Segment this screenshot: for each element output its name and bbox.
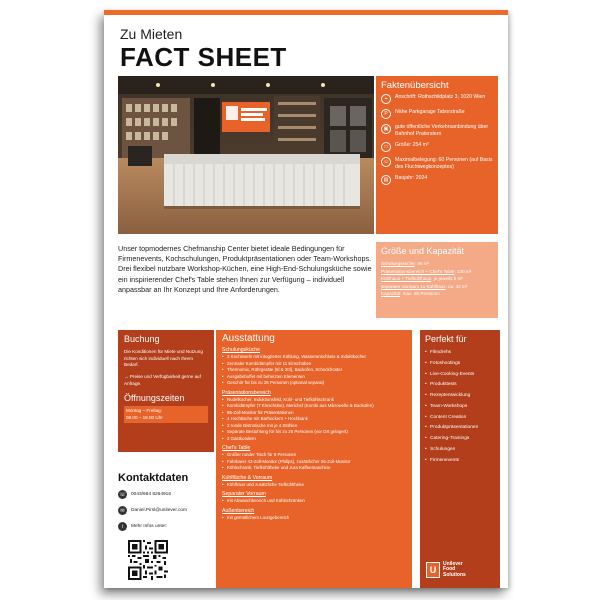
size-row-label: Schulungsküche	[381, 261, 415, 266]
size-row-value: : max. 60 Personen	[400, 291, 440, 297]
info-icon: i	[118, 522, 127, 531]
fact-item	[381, 109, 493, 119]
contact-more-row	[118, 522, 214, 531]
perfect-for-list	[425, 348, 495, 466]
kitchen-photo-illustration	[118, 76, 374, 234]
fact-item	[381, 142, 493, 152]
size-row-value: : 130 m²	[454, 268, 472, 274]
equipment-item: • 3 Kochinseln mit integrierter Kühlung, Wasseranschluss & Induktkocher	[222, 354, 406, 361]
equipment-section-heading: Kühlfläche & Vorraum	[222, 474, 273, 481]
booking-price-note: → Preise und Verfügbarkeit gerne auf Anfrage.	[124, 373, 201, 386]
contact-title: Kontaktdaten	[118, 472, 189, 484]
fact-text: Maximalbelegung: 60 Personen (auf Basis des Fluchtwegkonzeptes)	[395, 157, 493, 170]
opening-hours-box	[124, 406, 208, 423]
equipment-item: • Kühlschrank, Tiefkühltheke und Jura Kaffeemaschine	[222, 465, 406, 472]
size-row-value: : ca. 42 m²	[445, 283, 468, 289]
perfect-for-item: • Firmenevents	[425, 456, 495, 467]
opening-hours-title: Öffnungszeiten	[124, 393, 185, 404]
size-capacity-panel	[376, 242, 498, 318]
perfect-for-item: • Content Creation	[425, 413, 495, 424]
size-capacity-title: Größe und Kapazität	[381, 246, 465, 256]
fact-item	[381, 157, 493, 170]
equipment-item: • Separate Bestuhlung für bis zu 25 Personen (vor Ort gelagert)	[222, 429, 406, 436]
size-row-label: Präsentationsbereich + Chef's Table	[381, 268, 455, 274]
booking-panel	[118, 330, 214, 452]
contact-phone[interactable]: 0043/664 8264916	[131, 492, 172, 497]
equipment-panel	[216, 330, 412, 588]
size-row	[381, 283, 493, 291]
equipment-item: • 2 runde Bistrotische mit je 4 Stühlen	[222, 423, 406, 430]
size-row-value: : 46 m²	[414, 261, 430, 266]
size-row	[381, 268, 493, 276]
fact-text: gute öffentliche Verkehrsanbindung über Bahnhof Praterstern	[395, 124, 489, 137]
train-icon: ▣	[381, 124, 391, 134]
brand-line: Unilever	[443, 560, 463, 567]
equipment-item: • 86-Zoll-Monitor für Präsentationen	[222, 410, 406, 417]
equipment-item: • Großer runder Tisch für 8 Personen	[222, 452, 406, 459]
opening-times: 08.00 – 18.00 Uhr	[126, 414, 163, 420]
size-row	[381, 290, 493, 298]
intro-paragraph: Unser topmodernes Chefmanship Center bietet ideale Bedingungen für Firmenevents, Kochschulungen, Produktpräsentationen oder Team-Workshops. Drei flexibel nutzbare Workshop-Küchen, eine High-End-Schulungsküche sowie ein inspirierender Chef's Table stehen Ihnen zur Verfügung – individuell anpassbar an Ihr Konzept und Ihre Anforderungen.	[118, 244, 372, 294]
equipment-section-heading: Schulungsküche	[222, 347, 261, 353]
equipment-item: • Fahrbarer 43-Zoll-Monitor (Philips), zusätzlicher 55-Zoll-Monitor	[222, 459, 406, 466]
equipment-item: • Ausgabebuffet mit beheizten Elementen	[222, 374, 406, 381]
size-row	[381, 275, 493, 283]
booking-text: Die Konditionen für Miete und Nutzung richten sich individuell nach Ihrem Bedarf.	[124, 349, 203, 368]
size-row-label: Kühlhaus + Tiefkühlhaus	[381, 276, 432, 282]
size-row-value: : je jeweils 8 m²	[431, 276, 463, 282]
facts-panel	[376, 76, 498, 234]
brand-wordmark	[443, 562, 466, 579]
fact-item	[381, 175, 493, 185]
equipment-list	[222, 347, 406, 521]
contact-phone-row	[118, 490, 214, 499]
size-row-label: Kapazität	[381, 291, 401, 297]
fact-item	[381, 124, 493, 137]
equipment-item: • Thermomix, Rührgeräte (5l & 20l), Backofen, Schockfroster	[222, 367, 406, 374]
perfect-for-item: • Fotoshootings	[425, 359, 495, 370]
fact-text: Größe: 254 m²	[395, 142, 429, 148]
mail-icon: ✉	[118, 506, 127, 515]
perfect-for-item: • Catering-Trainings	[425, 434, 495, 445]
equipment-item: • 4 Hochtische mit Barhockern + Hochbank	[222, 416, 406, 423]
fact-sheet-page	[104, 10, 508, 588]
brand-line: Solutions	[443, 571, 466, 578]
perfect-for-title: Perfekt für	[425, 334, 467, 344]
parking-icon: P	[381, 109, 391, 119]
perfect-for-item: • Produktpräsentationen	[425, 423, 495, 434]
equipment-item: • Geschirr für bis zu 25 Personen (optional separat)	[222, 380, 406, 387]
equipment-item: • Kombidämpfer (7 Einschübe), Merichef (Kombi aus Mikrowelle & Backofen)	[222, 403, 406, 410]
unilever-food-solutions-logo	[426, 562, 466, 579]
equipment-title: Ausstattung	[222, 333, 275, 344]
equipment-item: • mit gemütlichem Loungebereich	[222, 515, 406, 522]
equipment-item: • Zentraler Kombidämpfer mit 11 Einschüben	[222, 361, 406, 368]
location-pin-icon: ⌖	[381, 94, 391, 104]
page-subtitle: Zu Mieten	[120, 26, 183, 42]
top-accent-bar	[104, 10, 508, 15]
fact-text: Nähe Parkgarage Taborstraße	[395, 109, 465, 115]
contact-more-info: Mehr Infos unter:	[131, 524, 168, 529]
facts-title: Faktenübersicht	[381, 80, 449, 91]
equipment-section-heading: Außenbereich	[222, 507, 255, 514]
perfect-for-item: • Produkttests	[425, 380, 495, 391]
equipment-section-heading: Chef's Table	[222, 445, 251, 452]
perfect-for-item: • Rezeptentwicklung	[425, 391, 495, 402]
equipment-section-heading: Separater Vorraum	[222, 491, 266, 498]
equipment-item: • Nudelkocher, Induktionsfeld, Kühl- und Tiefkühlschrank	[222, 397, 406, 404]
brand-line: Food	[443, 566, 456, 572]
perfect-for-item: • Live-Cooking-Events	[425, 370, 495, 381]
fact-text: Baujahr: 2024	[395, 175, 428, 181]
perfect-for-item: • Team-Workshops	[425, 402, 495, 413]
area-icon: □	[381, 142, 391, 152]
opening-days: Montag – Freitag:	[126, 408, 163, 414]
fact-item	[381, 94, 493, 104]
perfect-for-item: • Schulungen	[425, 445, 495, 456]
qr-code[interactable]	[128, 540, 168, 580]
phone-icon: ☏	[119, 491, 126, 498]
booking-title: Buchung	[124, 334, 160, 344]
contact-section	[118, 472, 214, 585]
page-title: FACT SHEET	[120, 42, 287, 72]
size-row	[381, 260, 493, 268]
equipment-item: • mit Abwaschbereich und Kühlschränken	[222, 498, 406, 505]
equipment-item: • 2 Gastkondern	[222, 436, 406, 443]
contact-email[interactable]: Daniel.Pirsl@unilever.com	[131, 508, 188, 513]
unilever-u-icon: U	[426, 562, 440, 578]
contact-email-row	[118, 506, 214, 515]
perfect-for-item: • Filmdrehs	[425, 348, 495, 359]
kitchen-photo	[118, 76, 374, 234]
equipment-item: • Kühlhaus und zusätzliche Tiefkühltheke	[222, 482, 406, 489]
equipment-section-heading: Präsentationsbereich	[222, 389, 271, 396]
perfect-for-panel	[420, 330, 500, 588]
people-icon: ☺	[381, 157, 391, 167]
size-row-label: separater Vorraum zu Kühlhaus	[381, 283, 446, 289]
fact-text: Anschrift: Rothschildplatz 3, 1020 Wien	[395, 94, 486, 100]
calendar-icon: ▤	[381, 175, 391, 185]
